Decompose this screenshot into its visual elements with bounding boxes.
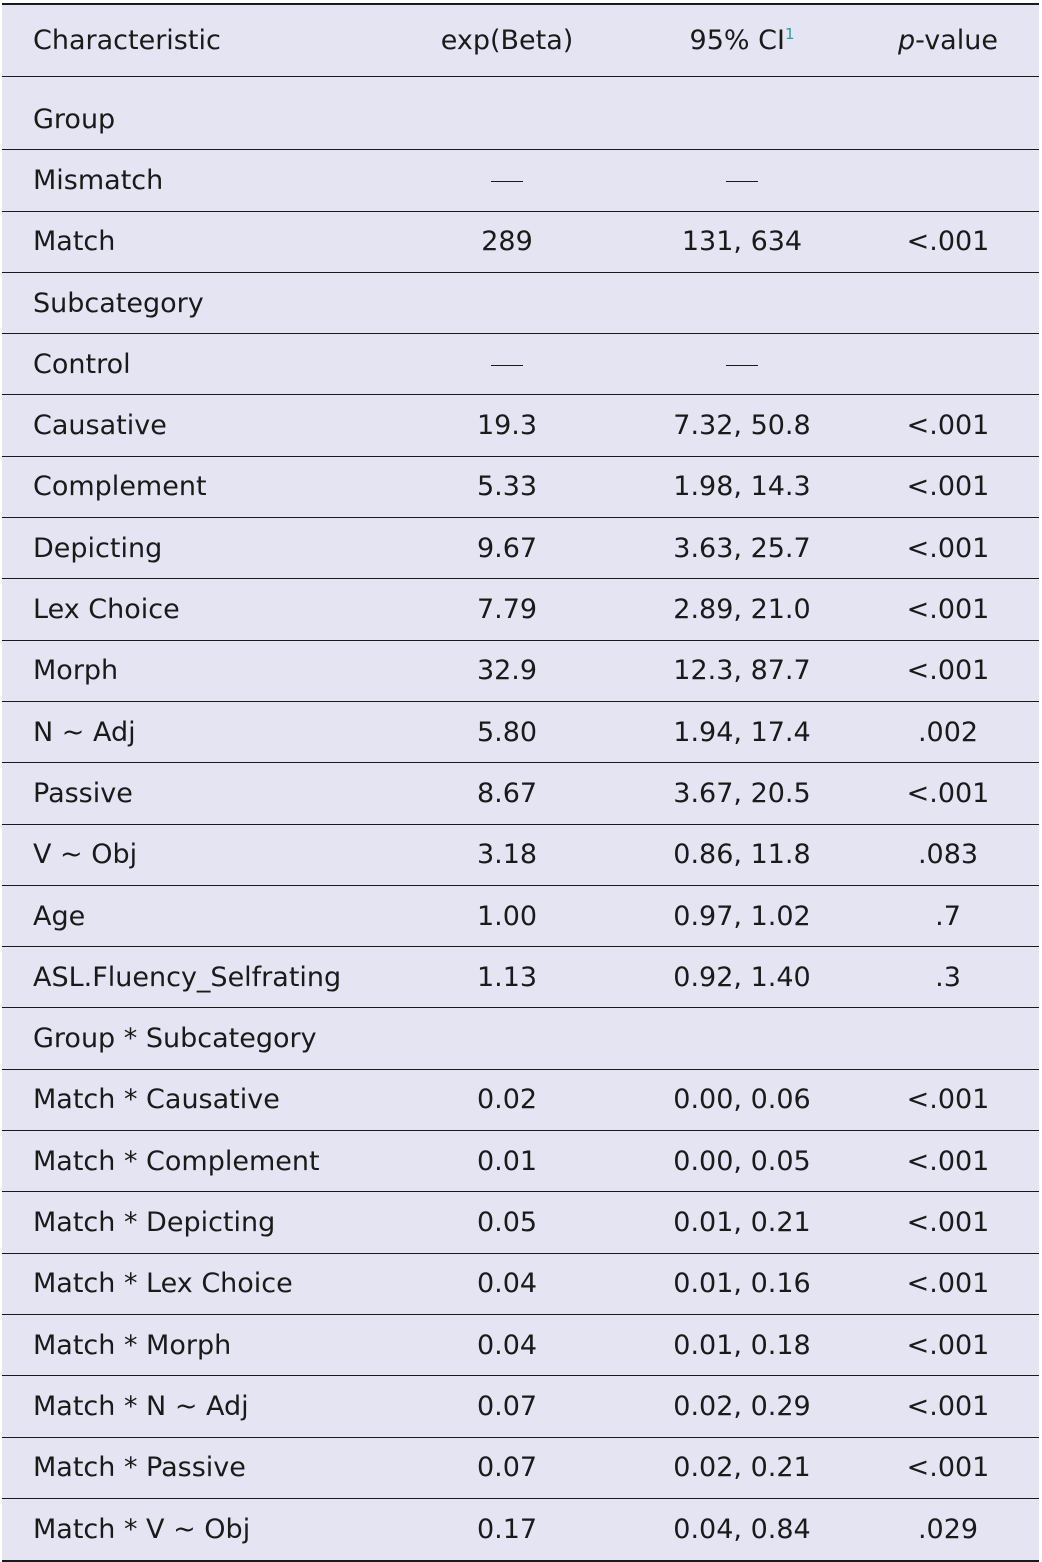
row-exp-beta: 9.67 <box>476 532 538 564</box>
table-row <box>2 886 1039 947</box>
row-p-value: <.001 <box>906 410 990 442</box>
table-row <box>2 579 1039 640</box>
table-row <box>2 334 1039 395</box>
row-p-value: <.001 <box>906 777 990 809</box>
row-p-value: <.001 <box>906 1452 990 1484</box>
row-label: Match * N ~ Adj <box>33 1390 249 1422</box>
row-exp-beta: 0.07 <box>476 1390 538 1422</box>
table-row <box>2 947 1039 1008</box>
table-row <box>2 1008 1039 1069</box>
row-exp-beta: 0.02 <box>476 1084 538 1116</box>
row-p-value: <.001 <box>906 594 990 626</box>
row-exp-beta: 8.67 <box>476 777 538 809</box>
row-ci: 0.00, 0.05 <box>673 1145 811 1177</box>
table-row <box>2 1070 1039 1131</box>
row-exp-beta: 289 <box>481 226 533 258</box>
reference-dash <box>491 365 523 366</box>
row-label: Match * Lex Choice <box>33 1268 293 1300</box>
row-label: Match * Depicting <box>33 1206 276 1238</box>
row-exp-beta: 3.18 <box>476 839 538 871</box>
table-row <box>2 273 1039 334</box>
row-label: Complement <box>33 471 207 503</box>
row-exp-beta: 32.9 <box>476 655 538 687</box>
row-p-value: <.001 <box>906 1390 990 1422</box>
row-exp-beta: 5.80 <box>476 716 538 748</box>
table-row <box>2 1376 1039 1437</box>
row-exp-beta: 19.3 <box>476 410 538 442</box>
row-ci: 7.32, 50.8 <box>673 410 811 442</box>
row-label: Match <box>33 226 116 258</box>
table-row <box>2 150 1039 211</box>
row-label: N ~ Adj <box>33 716 136 748</box>
table-row <box>2 1254 1039 1315</box>
row-label: Match * Causative <box>33 1084 280 1116</box>
row-label: Passive <box>33 777 133 809</box>
table-row <box>2 641 1039 702</box>
row-ci: 0.01, 0.16 <box>673 1268 811 1300</box>
row-exp-beta: 0.07 <box>476 1452 538 1484</box>
row-label: Group <box>33 103 116 135</box>
row-p-value: <.001 <box>906 471 990 503</box>
row-exp-beta: 5.33 <box>476 471 538 503</box>
row-ci: 0.01, 0.21 <box>673 1206 811 1238</box>
row-ci: 3.67, 20.5 <box>673 777 811 809</box>
row-p-value: <.001 <box>906 1084 990 1116</box>
row-ci: 0.01, 0.18 <box>673 1329 811 1361</box>
row-ci: 2.89, 21.0 <box>673 594 811 626</box>
row-p-value: <.001 <box>906 1268 990 1300</box>
row-ci: 1.98, 14.3 <box>673 471 811 503</box>
row-exp-beta: 0.05 <box>476 1206 538 1238</box>
row-label: Age <box>33 900 86 932</box>
row-label: Causative <box>33 410 167 442</box>
row-label: V ~ Obj <box>33 839 138 871</box>
row-exp-beta: 1.13 <box>476 961 538 993</box>
row-ci: 0.97, 1.02 <box>673 900 811 932</box>
row-p-value: <.001 <box>906 1329 990 1361</box>
row-label: Lex Choice <box>33 594 180 626</box>
row-exp-beta: 0.04 <box>476 1268 538 1300</box>
row-ci: 131, 634 <box>681 226 803 258</box>
row-label: Match * Passive <box>33 1452 246 1484</box>
row-p-value: <.001 <box>906 226 990 258</box>
table-row <box>2 1499 1039 1560</box>
header-p-italic: p <box>898 25 916 56</box>
table-row <box>2 763 1039 824</box>
row-p-value: .7 <box>935 900 961 932</box>
reference-dash <box>726 181 758 182</box>
row-label: Depicting <box>33 532 163 564</box>
row-label: Match * Complement <box>33 1145 320 1177</box>
header-p-suffix: -value <box>915 25 998 56</box>
row-p-value: <.001 <box>906 1145 990 1177</box>
table-row <box>2 1315 1039 1376</box>
row-p-value: .3 <box>935 961 961 993</box>
reference-dash <box>491 181 523 182</box>
table-row <box>2 395 1039 456</box>
table-row <box>2 457 1039 518</box>
row-exp-beta: 0.01 <box>476 1145 538 1177</box>
row-label: Match * Morph <box>33 1329 232 1361</box>
row-label: Morph <box>33 655 119 687</box>
row-ci <box>627 165 857 196</box>
table-row <box>2 702 1039 763</box>
row-p-value: .083 <box>917 839 979 871</box>
row-p-value: <.001 <box>906 655 990 687</box>
table-row <box>2 518 1039 579</box>
row-ci: 0.02, 0.29 <box>673 1390 811 1422</box>
header-exp-beta: exp(Beta) <box>440 25 574 56</box>
row-exp-beta: 0.04 <box>476 1329 538 1361</box>
table-row <box>2 1131 1039 1192</box>
row-exp-beta: 7.79 <box>476 594 538 626</box>
row-label: ASL.Fluency_Selfrating <box>33 961 342 993</box>
table-row <box>2 212 1039 273</box>
row-ci: 0.04, 0.84 <box>673 1513 811 1545</box>
row-ci: 0.00, 0.06 <box>673 1084 811 1116</box>
table-row <box>2 825 1039 886</box>
header-ci <box>627 25 857 56</box>
row-ci: 0.92, 1.40 <box>673 961 811 993</box>
row-p-value: .029 <box>917 1513 979 1545</box>
table-body <box>2 89 1039 1560</box>
row-ci: 0.02, 0.21 <box>673 1452 811 1484</box>
table-row <box>2 1438 1039 1499</box>
row-p-value: <.001 <box>906 1206 990 1238</box>
row-ci <box>627 349 857 380</box>
row-ci: 0.86, 11.8 <box>673 839 811 871</box>
row-label: Mismatch <box>33 164 164 196</box>
header-characteristic: Characteristic <box>33 25 221 56</box>
reference-dash <box>726 365 758 366</box>
table-row <box>2 89 1039 150</box>
row-exp-beta <box>387 349 627 380</box>
row-exp-beta: 1.00 <box>476 900 538 932</box>
row-label: Control <box>33 348 131 380</box>
header-ci-label: 95% CI <box>689 25 785 56</box>
row-label: Match * V ~ Obj <box>33 1513 251 1545</box>
row-p-value: .002 <box>917 716 979 748</box>
table-header <box>2 5 1039 77</box>
table-row <box>2 1192 1039 1253</box>
regression-table <box>2 3 1039 1562</box>
header-ci-footnote[interactable]: 1 <box>784 25 795 43</box>
row-exp-beta: 0.17 <box>476 1513 538 1545</box>
row-p-value: <.001 <box>906 532 990 564</box>
header-p-value <box>857 25 1039 56</box>
row-ci: 1.94, 17.4 <box>673 716 811 748</box>
row-label: Subcategory <box>33 287 204 319</box>
row-ci: 12.3, 87.7 <box>673 655 811 687</box>
row-ci: 3.63, 25.7 <box>673 532 811 564</box>
row-exp-beta <box>387 165 627 196</box>
row-label: Group * Subcategory <box>33 1023 317 1055</box>
